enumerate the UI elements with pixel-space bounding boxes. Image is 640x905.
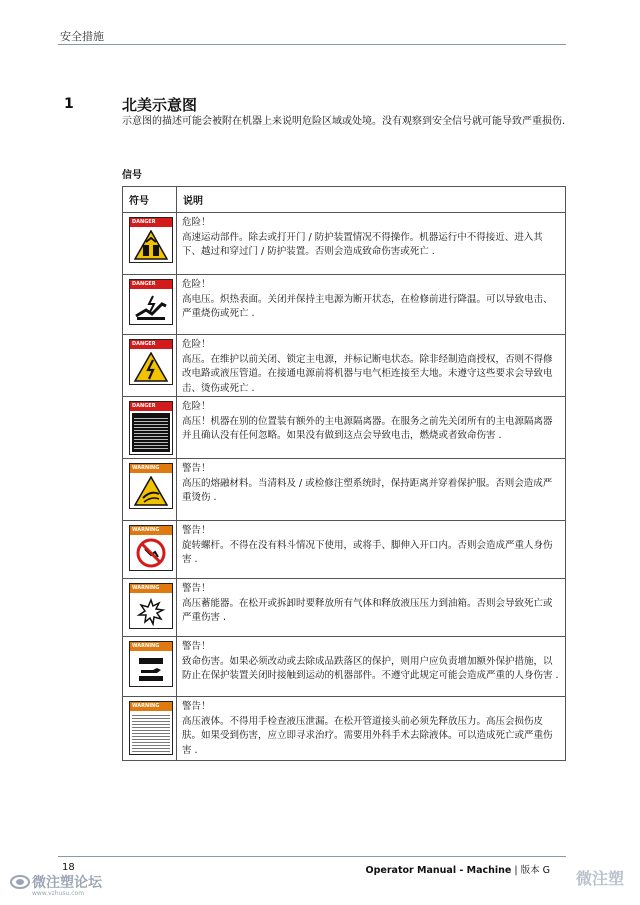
watermark-text: 微注塑论坛 [32,875,102,891]
table-row [123,579,566,637]
table-row [123,213,566,275]
signal-description: 致命伤害。如果必须改动或去除成品跌落区的保护，则用户应负责增加额外保护措施，以防止在保护装置关闭时接触到运动的机器部件。不遵守此规定可能会造成严重的人身伤害 . [182,655,559,681]
sign-band: DANGER [130,340,172,349]
table-row [123,275,566,335]
signal-word: 危险！ [182,401,211,412]
symbol-column-header: 符号 [123,187,177,213]
electric-shock-icon [129,279,173,325]
section-intro: 示意图的描述可能会被附在机器上来说明危险区域或处境。没有观察到安全信号就可能导致严重损伤. [122,116,566,127]
manual-version: 版本 G [520,865,550,876]
section-title: 北美示意图 [122,96,198,114]
sign-band: DANGER [130,402,172,411]
watermark-url: www.vzhusu.com [32,890,85,897]
footer-manual: Operator Manual - Machine | 版本 G [365,865,550,876]
sign-band: WARNING [130,702,172,711]
signal-description: 高电压。炽热表面。关闭并保持主电源为断开状态，在检修前进行降温。可以导致电击、严重烧伤或死亡 . [182,293,553,319]
rotating-screw-icon [129,525,173,571]
watermark-right: 微注塑 [575,869,624,888]
signal-word: 危险！ [182,279,211,290]
signal-description: 高压！机器在别的位置装有额外的主电源隔离器。在服务之前先关闭所有的主电源隔离器并且确认没有任何忽略。如果没有做到这点会导致电击，燃烧或者致命伤害 . [182,415,553,441]
description-column-header: 说明 [177,187,566,213]
sign-band: WARNING [130,464,172,473]
signal-word: 危险！ [182,217,211,228]
signal-description: 旋转螺杆。不得在没有料斗情况下使用，或将手、脚伸入开口内。否则会造成严重人身伤害 . [182,539,553,565]
signal-word: 警告！ [182,641,211,652]
text-label-icon [129,401,173,455]
signal-description: 高压。在维护以前关闭、锁定主电源，并标记断电状态。除非经制造商授权，否则不得修改电路或液压管道。在接通电源前将机器与电气柜连接至大地。未遵守这些要求会导致电击、烫伤或死亡 . [182,353,553,394]
table-row [123,397,566,459]
sign-band: DANGER [130,280,172,289]
watermark-left [10,872,102,897]
table-row [123,459,566,521]
table-row [123,521,566,579]
text-label-icon [129,701,173,755]
footer-rule [58,856,566,857]
signal-word: 警告！ [182,525,211,536]
table-row [123,637,566,697]
running-header: 安全措施 [60,30,104,43]
signal-word: 警告！ [182,701,211,712]
header-rule [58,44,566,45]
manual-title: Operator Manual - Machine [365,865,512,876]
hand-crush-icon [129,641,173,687]
forum-logo-icon [10,874,30,890]
section-number: 1 [64,96,74,112]
sign-band: WARNING [130,584,172,593]
signal-word: 警告！ [182,463,211,474]
signal-word: 危险！ [182,339,211,350]
signals-table [122,186,566,761]
crush-hands-icon [129,217,173,263]
sign-band: WARNING [130,642,172,651]
signals-label: 信号 [122,170,142,181]
table-row [123,697,566,761]
signal-description: 高压的熔融材料。当清料及 / 或检修注塑系统时，保持距离并穿着保护服。否则会造成严重烫伤 . [182,477,553,503]
table-row [123,335,566,397]
signal-description: 高压液体。不得用手检查液压泄漏。在松开管道接头前必须先释放压力。高压会损伤皮肤。如果受到伤害，应立即寻求治疗。需要用外科手术去除液体。可以造成死亡或严重伤害 . [182,715,553,756]
sign-band: DANGER [130,218,172,227]
accumulator-explosion-icon [129,583,173,629]
high-voltage-icon [129,339,173,385]
signal-word: 警告！ [182,583,211,594]
table-header-row [123,187,566,213]
signal-description: 高压蓄能器。在松开或拆卸时要释放所有气体和释放液压压力到油箱。否则会导致死亡或严重伤害 . [182,597,553,623]
signal-description: 高速运动部件。除去或打开门 / 防护装置情况不得操作。机器运行中不得接近、进入其下、越过和穿过门 / 防护装置。否则会造成致命伤害或死亡 . [182,231,543,257]
hot-melt-icon [129,463,173,509]
page-number: 18 [62,862,75,873]
sign-band: WARNING [130,526,172,535]
